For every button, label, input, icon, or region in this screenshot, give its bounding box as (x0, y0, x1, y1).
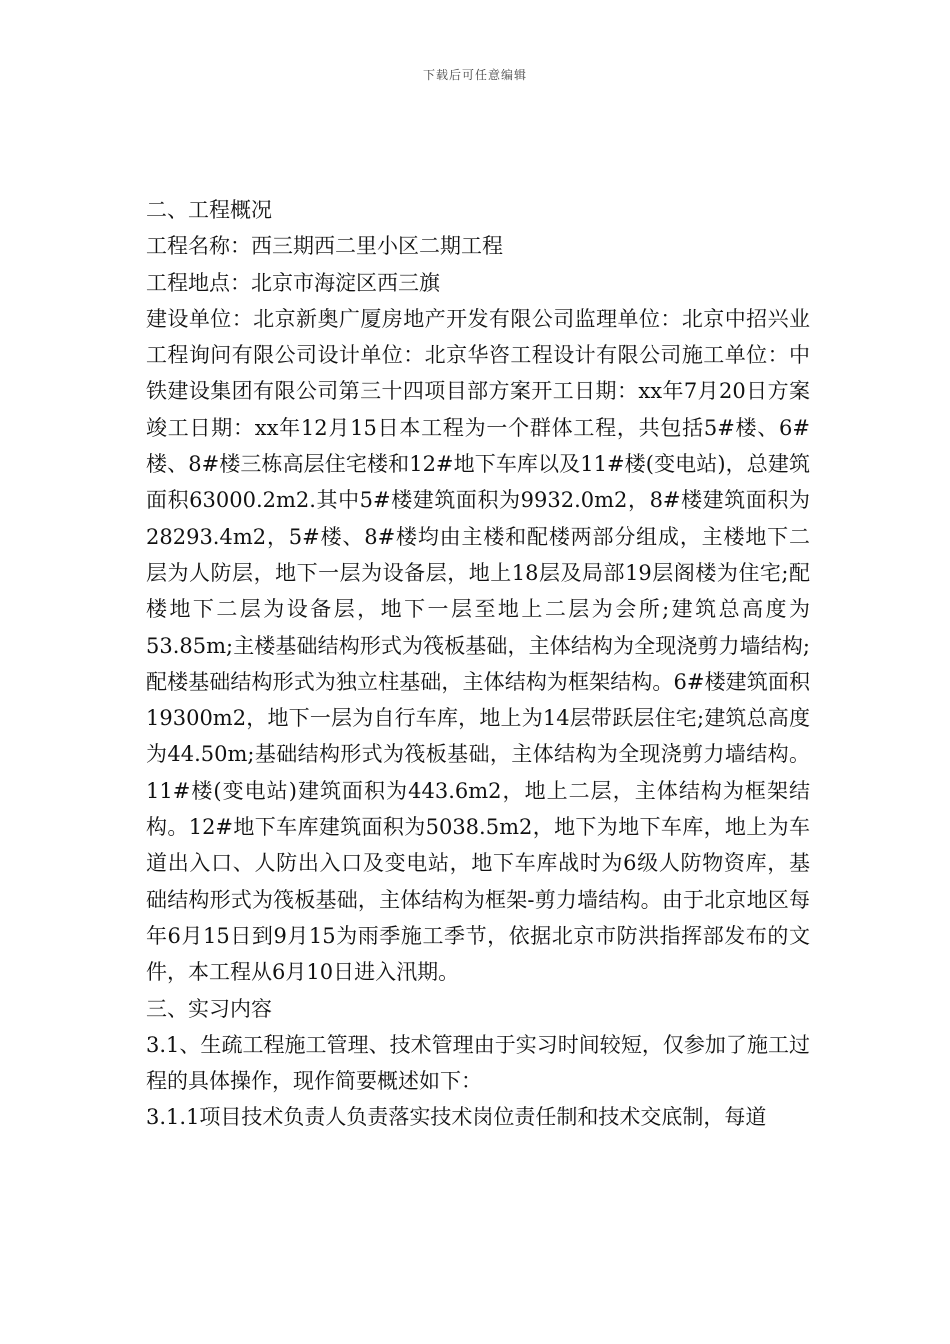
item-3-1-paragraph: 3.1、生疏工程施工管理、技术管理由于实习时间较短，仅参加了施工过程的具体操作，现作简要概述如下： (146, 1032, 810, 1094)
section-3-heading: 三、实习内容 (146, 996, 272, 1021)
project-overview-paragraph: 建设单位：北京新奥广厦房地产开发有限公司监理单位：北京中招兴业工程询问有限公司设计单位：北京华咨工程设计有限公司施工单位：中铁建设集团有限公司第三十四项目部方案开工日期：xx年7月20日方案竣工日期：xx年12月15日本工程为一个群体工程，共包括5#楼、6#楼、8#楼三栋高层住宅楼和12#地下车库以及11#楼(变电站)，总建筑面积63000.2m2.其中5#楼建筑面积为9932.0m2，8#楼建筑面积为28293.4m2，5#楼、8#楼均由主楼和配楼两部分组成，主楼地下二层为人防层，地下一层为设备层，地上18层及局部19层阁楼为住宅;配楼地下二层为设备层，地下一层至地上二层为会所;建筑总高度为53.85m;主楼基础结构形式为筏板基础，主体结构为全现浇剪力墙结构;配楼基础结构形式为独立柱基础，主体结构为框架结构。6#楼建筑面积19300m2，地下一层为自行车库，地上为14层带跃层住宅;建筑总高度为44.50m;基础结构形式为筏板基础，主体结构为全现浇剪力墙结构。11#楼(变电站)建筑面积为443.6m2，地上二层，主体结构为框架结构。12#地下车库建筑面积为5038.5m2，地下为地下车库，地上为车道出入口、人防出入口及变电站，地下车库战时为6级人防物资库，基础结构形式为筏板基础，主体结构为框架-剪力墙结构。由于北京地区每年6月15日到9月15为雨季施工季节，依据北京市防洪指挥部发布的文件，本工程从6月10日进入汛期。 (146, 306, 810, 985)
section-2-heading: 二、工程概况 (146, 198, 272, 222)
project-name-line: 工程名称：西三期西二里小区二期工程 (146, 234, 503, 259)
document-body (146, 192, 810, 1136)
item-3-1-1-paragraph: 3.1.1项目技术负责人负责落实技术岗位责任制和技术交底制，每道 (146, 1105, 767, 1130)
project-location-line: 工程地点：北京市海淀区西三旗 (146, 270, 440, 295)
page-header-note: 下载后可任意编辑 (422, 68, 527, 82)
